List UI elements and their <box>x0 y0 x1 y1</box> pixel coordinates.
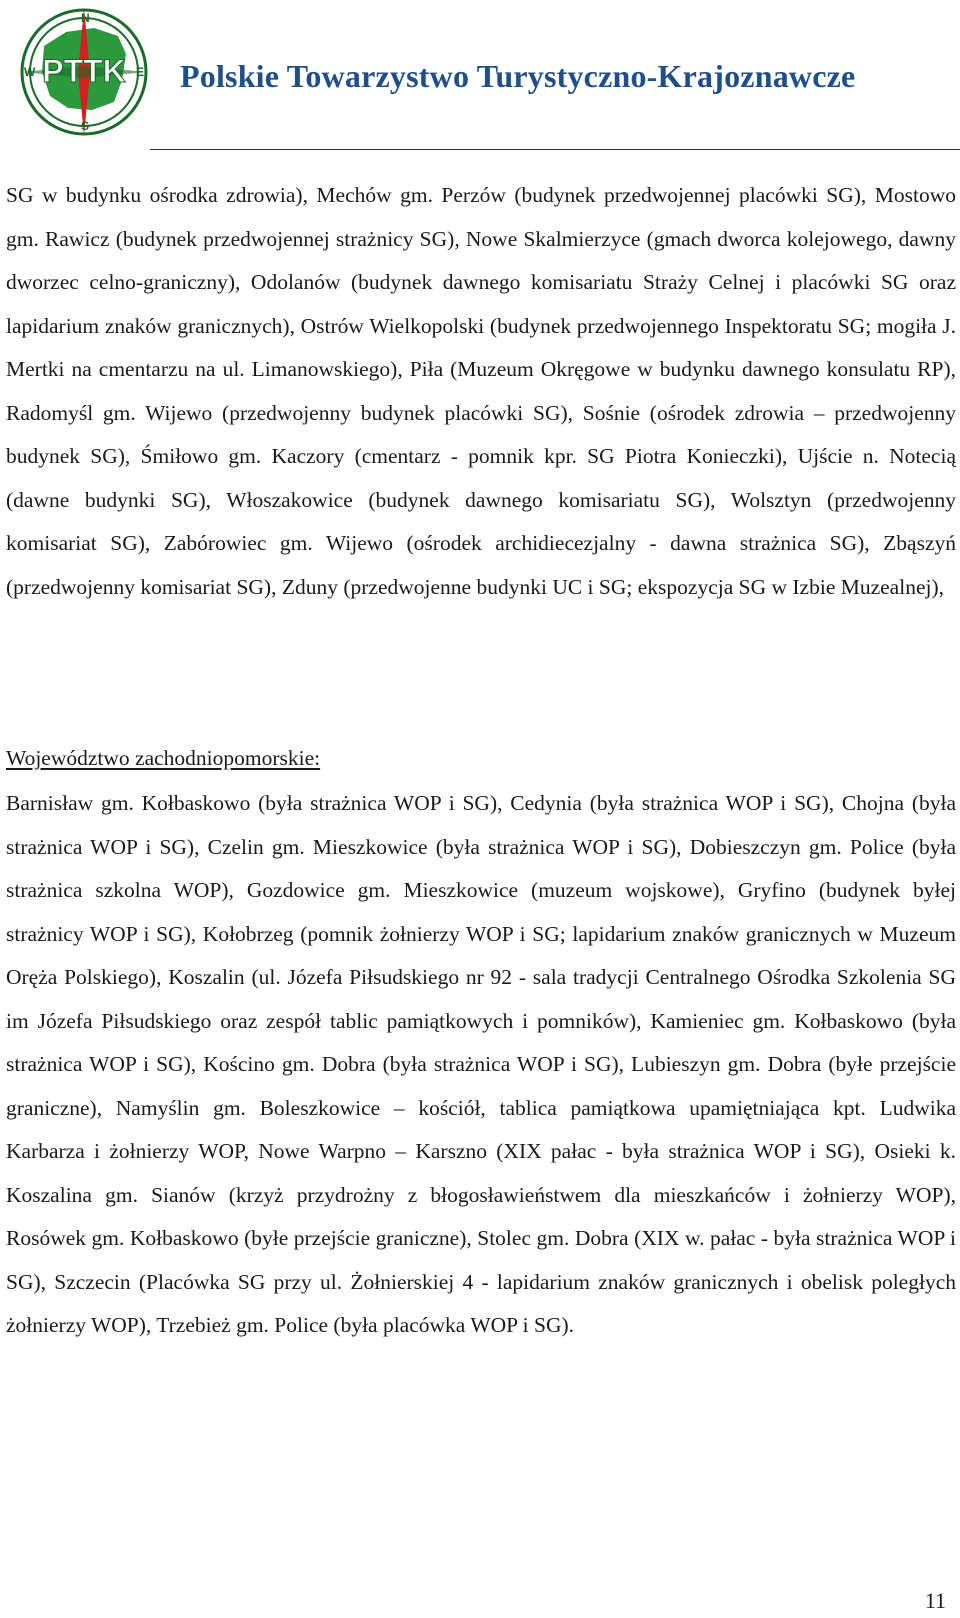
page-header <box>0 0 960 150</box>
header-divider <box>150 149 960 150</box>
logo-south-letter: S <box>81 119 90 133</box>
paragraph-1: SG w budynku ośrodka zdrowia), Mechów gm. Perzów (budynek przedwojennej placówki SG), Mostowo gm. Rawicz (budynek przedwojennej strażnicy SG), Nowe Skalmierzyce (gmach dworca kolejowego, dawny dworzec celno-graniczny), Odolanów (budynek dawnego komisariatu Straży Celnej i placówki SG oraz lapidarium znaków granicznych), Ostrów Wielkopolski (budynek przedwojennego Inspektoratu SG; mogiła J. Mertki na cmentarzu na ul. Limanowskiego), Piła (Muzeum Okręgowe w budynku dawnego konsulatu RP), Radomyśl gm. Wijewo (przedwojenny budynek placówki SG), Sośnie (ośrodek zdrowia – przedwojenny budynek SG), Śmiłowo gm. Kaczory (cmentarz - pomnik kpr. SG Piotra Konieczki), Ujście n. Notecią (dawne budynki SG), Włoszakowice (budynek dawnego komisariatu SG), Wolsztyn (przedwojenny komisariat SG), Zabórowiec gm. Wijewo (ośrodek archidiecezjalny - dawna strażnica SG), Zbąszyń (przedwojenny komisariat SG), Zduny (przedwojenne budynki UC i SG; ekspozycja SG w Izbie Muzealnej), <box>6 183 956 599</box>
logo-east-letter: E <box>136 65 145 79</box>
continued-list-paragraph <box>6 174 956 609</box>
pttk-logo-icon <box>14 2 164 142</box>
organization-name: Polskie Towarzystwo Turystyczno-Krajoznawcze <box>180 58 856 94</box>
zachodniopomorskie-list <box>6 782 956 1348</box>
logo-text: PTTK <box>42 53 126 89</box>
paragraph-2: Barnisław gm. Kołbaskowo (była strażnica WOP i SG), Cedynia (była strażnica WOP i SG), Chojna (była strażnica WOP i SG), Czelin gm. Mieszkowice (była strażnica WOP i SG), Dobieszczyn gm. Police (była strażnica szkolna WOP), Gozdowice gm. Mieszkowice (muzeum wojskowe), Gryfino (budynek byłej strażnicy WOP i SG), Kołobrzeg (pomnik żołnierzy WOP i SG; lapidarium znaków granicznych w Muzeum Oręża Polskiego), Koszalin (ul. Józefa Piłsudskiego nr 92 - sala tradycji Centralnego Ośrodka Szkolenia SG im Józefa Piłsudskiego oraz zespół tablic pamiątkowych i pomników), Kamieniec gm. Kołbaskowo (była strażnica WOP i SG), Kościno gm. Dobra (była strażnica WOP i SG), Lubieszyn gm. Dobra (byłe przejście graniczne), Namyślin gm. Boleszkowice – kościół, tablica pamiątkowa upamiętniająca kpt. Ludwika Karbarza i żołnierzy WOP, Nowe Warpno – Karszno (XIX pałac - była strażnica WOP i SG), Osieki k. Koszalina gm. Sianów (krzyż przydrożny z błogosławieństwem dla mieszkańców i żołnierzy WOP), Rosówek gm. Kołbaskowo (byłe przejście graniczne), Stolec gm. Dobra (XIX w. pałac - była strażnica WOP i SG), Szczecin (Placówka SG przy ul. Żołnierskiej 4 - lapidarium znaków granicznych i obelisk poległych żołnierzy WOP), Trzebież gm. Police (była placówka WOP i SG). <box>6 791 956 1337</box>
logo-west-letter: W <box>24 65 36 79</box>
section-heading: Województwo zachodniopomorskie: <box>6 746 321 770</box>
page-number: 11 <box>924 1588 946 1613</box>
logo-north-letter: N <box>81 11 90 25</box>
